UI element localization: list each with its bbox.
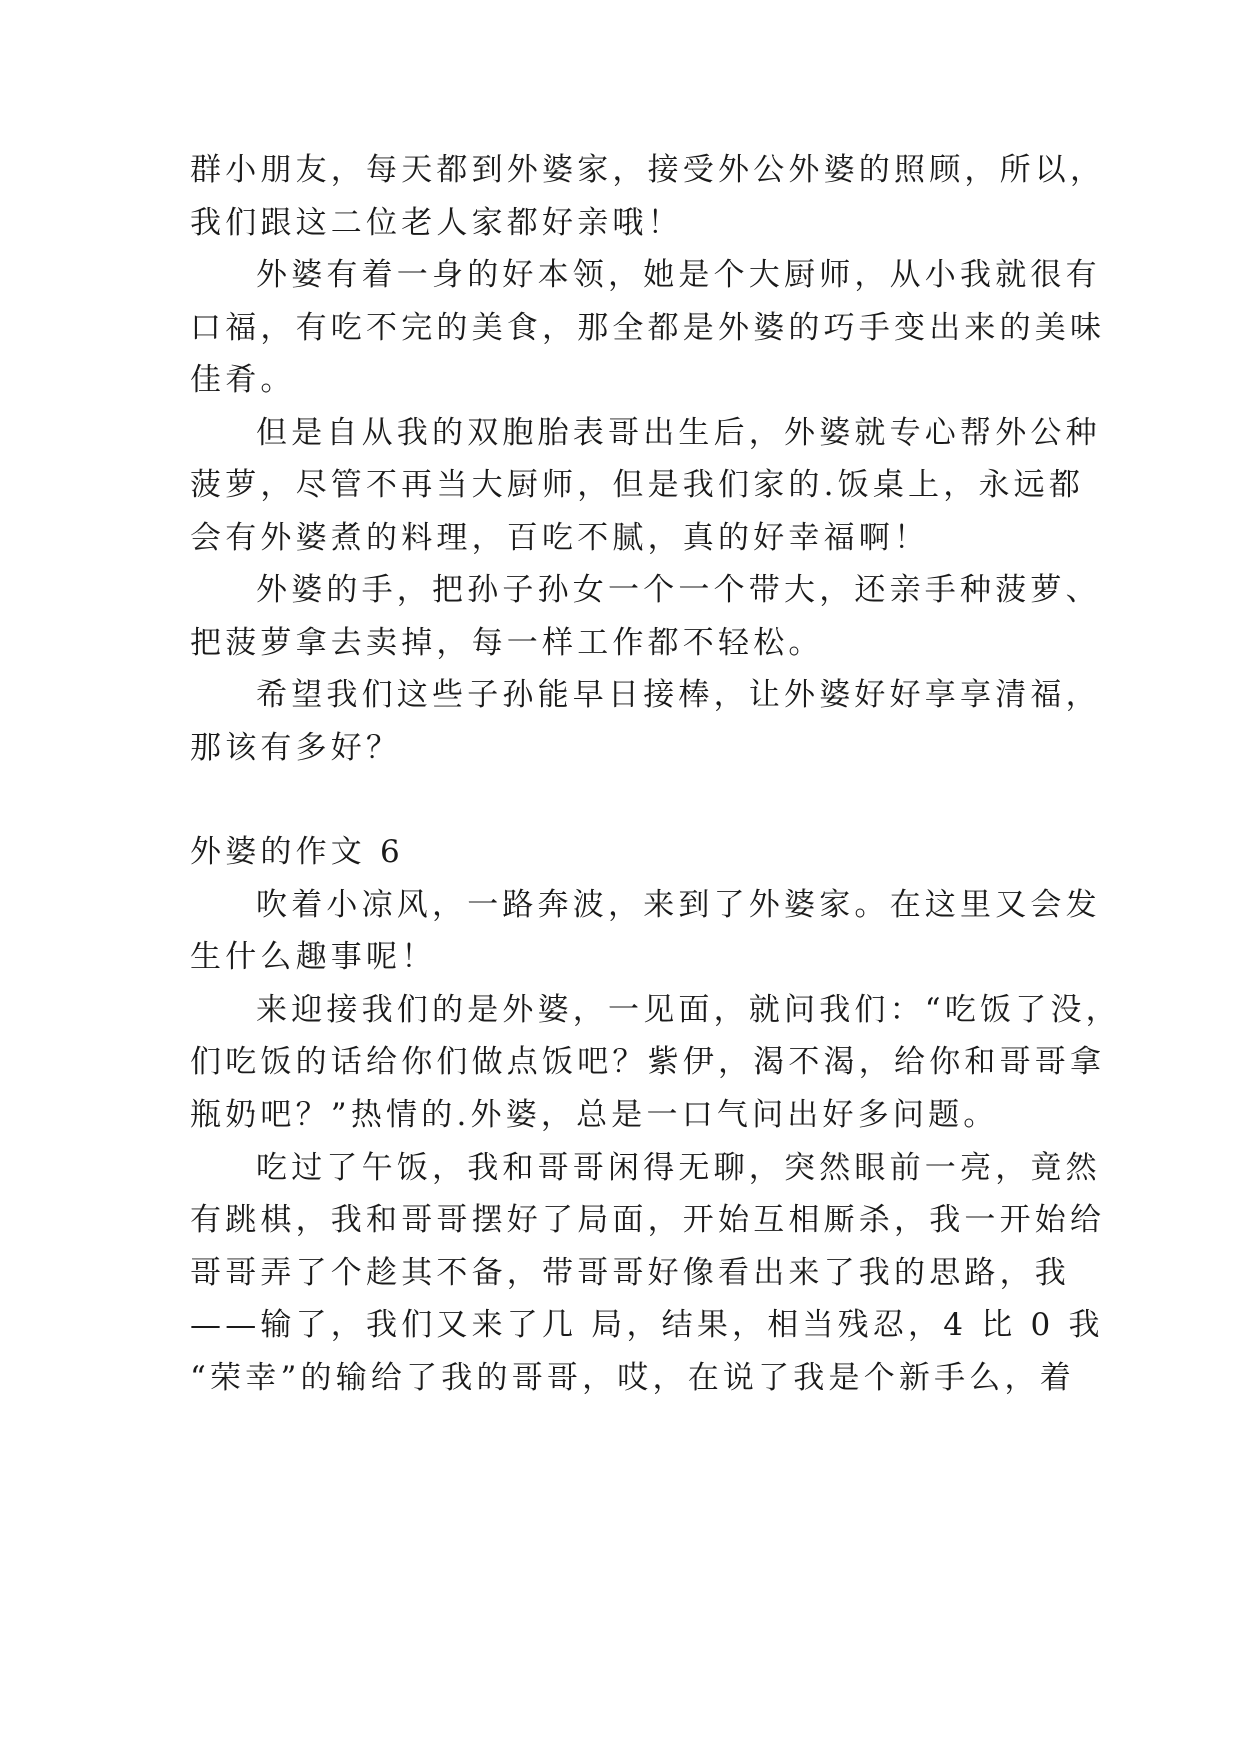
- paragraph-start: 外婆的手，把孙子孙女一个一个带大，还亲手种菠萝、: [256, 572, 1101, 608]
- section-title: 外婆的作文 6: [190, 834, 404, 870]
- text-line: 们吃饭的话给你们做点饭吧？紫伊，渴不渴，给你和哥哥拿: [190, 1044, 1106, 1080]
- text-line: “荣幸”的输给了我的哥哥，哎，在说了我是个新手么，着: [190, 1360, 1075, 1396]
- text-line: 有跳棋，我和哥哥摆好了局面，开始互相厮杀，我一开始给: [190, 1202, 1106, 1238]
- paragraph-start: 外婆有着一身的好本领，她是个大厨师，从小我就很有: [256, 257, 1101, 293]
- paragraph-start: 吹着小凉风，一路奔波，来到了外婆家。在这里又会发: [256, 887, 1101, 923]
- text-line: 瓶奶吧？”热情的.外婆，总是一口气问出好多问题。: [190, 1097, 999, 1133]
- text-line: 生什么趣事呢！: [190, 939, 437, 975]
- text-line: 佳肴。: [190, 362, 296, 398]
- text-line: 会有外婆煮的料理，百吃不腻，真的好幸福啊！: [190, 520, 930, 556]
- text-line: 菠萝，尽管不再当大厨师，但是我们家的.饭桌上，永远都: [190, 467, 1085, 503]
- paragraph-start: 但是自从我的双胞胎表哥出生后，外婆就专心帮外公种: [256, 415, 1101, 451]
- text-line: 群小朋友，每天都到外婆家，接受外公外婆的照顾，所以，: [190, 152, 1106, 188]
- text-line: 把菠萝拿去卖掉，每一样工作都不轻松。: [190, 625, 824, 661]
- text-line: 哥哥弄了个趁其不备，带哥哥好像看出来了我的思路，我: [190, 1255, 1070, 1291]
- paragraph-start: 吃过了午饭，我和哥哥闲得无聊，突然眼前一亮，竟然: [256, 1150, 1101, 1186]
- paragraph-start: 来迎接我们的是外婆，一见面，就问我们：“吃饭了没，: [256, 992, 1121, 1028]
- text-line: ——输了，我们又来了几 局，结果，相当残忍，4 比 0 我: [190, 1307, 1104, 1343]
- text-line: 我们跟这二位老人家都好亲哦！: [190, 205, 683, 241]
- text-line: 那该有多好？: [190, 730, 402, 766]
- paragraph-start: 希望我们这些子孙能早日接棒，让外婆好好享享清福，: [256, 677, 1101, 713]
- text-line: 口福，有吃不完的美食，那全都是外婆的巧手变出来的美味: [190, 310, 1106, 346]
